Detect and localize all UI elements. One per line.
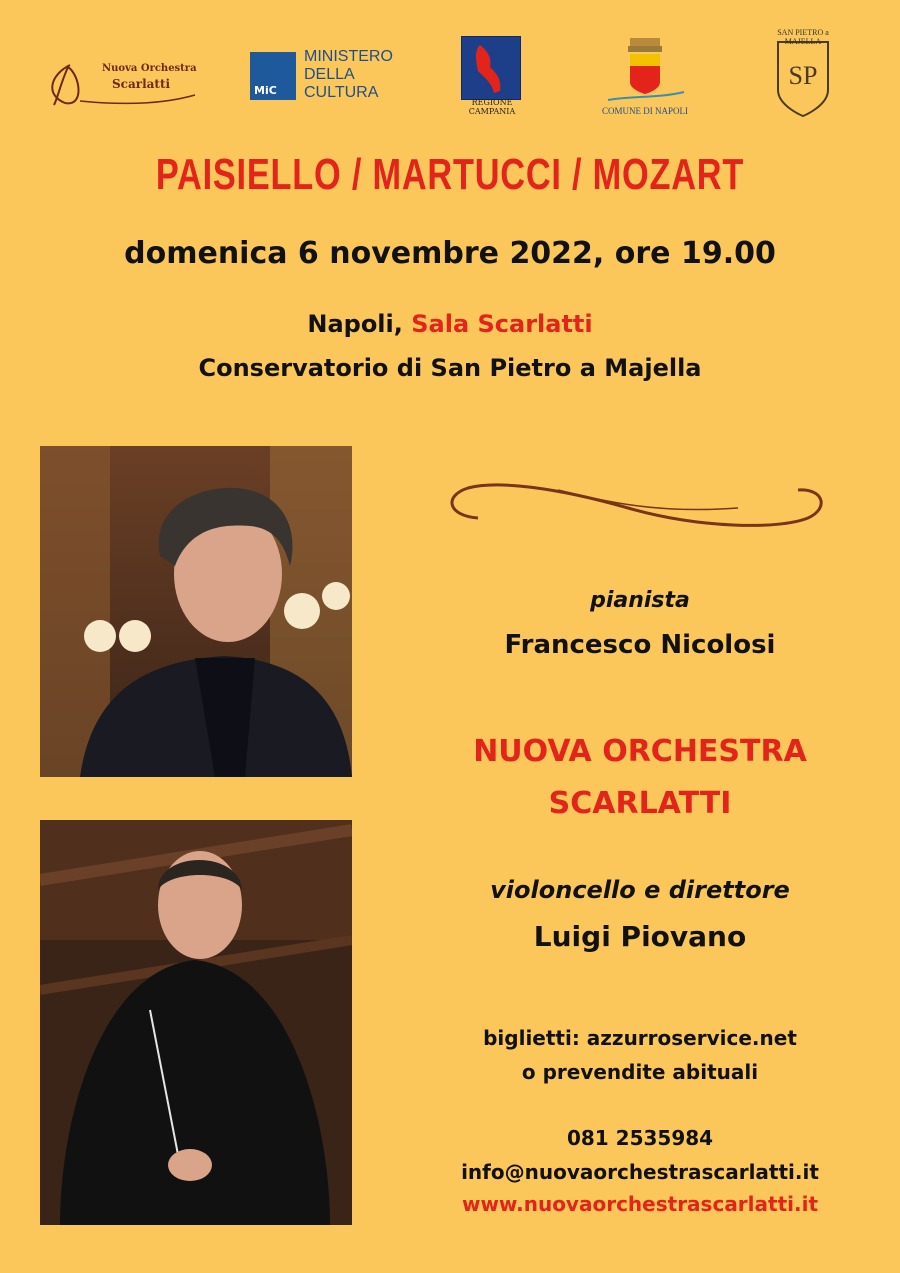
tickets-line1: biglietti: azzurroservice.net (483, 1026, 797, 1050)
ministero-line1: MINISTERO (304, 48, 393, 65)
monogram: SP (788, 61, 818, 90)
tickets-line2: o prevendite abituali (521, 1060, 759, 1084)
website-link: www.nuovaorchestrascarlatti.it (461, 1192, 819, 1216)
ministero-cultura-logo (250, 48, 410, 104)
mic-badge: MiC (250, 52, 296, 100)
conservatorio-logo (768, 28, 838, 120)
conductor-role: violoncello e direttore (490, 876, 790, 904)
composers-title: PAISIELLO / MARTUCCI / MOZART (155, 150, 745, 199)
pianist-role: pianista (590, 588, 690, 613)
orchestra-name-line2: SCARLATTI (548, 786, 732, 821)
venue-line2: Conservatorio di San Pietro a Majella (198, 354, 702, 382)
ministero-line3: CULTURA (304, 84, 379, 101)
campania-map-icon (461, 36, 521, 100)
regione-label: REGIONE CAMPANIA (468, 98, 516, 116)
conductor-photo (40, 820, 352, 1225)
nuova-orchestra-scarlatti-logo (40, 55, 200, 110)
orchestra-name-line1: NUOVA ORCHESTRA (473, 734, 807, 769)
pianist-photo (40, 446, 352, 777)
email-address: info@nuovaorchestrascarlatti.it (461, 1160, 819, 1184)
logo-line1: Nuova Orchestra (102, 63, 197, 74)
ministero-line2: DELLA (304, 66, 355, 83)
conservatorio-label: SAN PIETRO a MAJELLA (777, 28, 829, 46)
pianist-name: Francesco Nicolosi (504, 630, 776, 660)
hall-name: Sala Scarlatti (411, 310, 593, 338)
conductor-name: Luigi Piovano (533, 920, 747, 953)
regione-campania-logo (452, 36, 532, 116)
comune-label: COMUNE DI NAPOLI (602, 106, 688, 116)
city: Napoli, (307, 310, 412, 338)
logo-line2: Scarlatti (112, 77, 171, 91)
comune-napoli-logo (600, 36, 690, 120)
napoli-crest-icon (600, 36, 690, 106)
venue-line1 (0, 310, 900, 338)
event-datetime: domenica 6 novembre 2022, ore 19.00 (124, 236, 776, 271)
phone-number: 081 2535984 (566, 1126, 714, 1150)
flourish-ornament-icon (438, 478, 828, 538)
